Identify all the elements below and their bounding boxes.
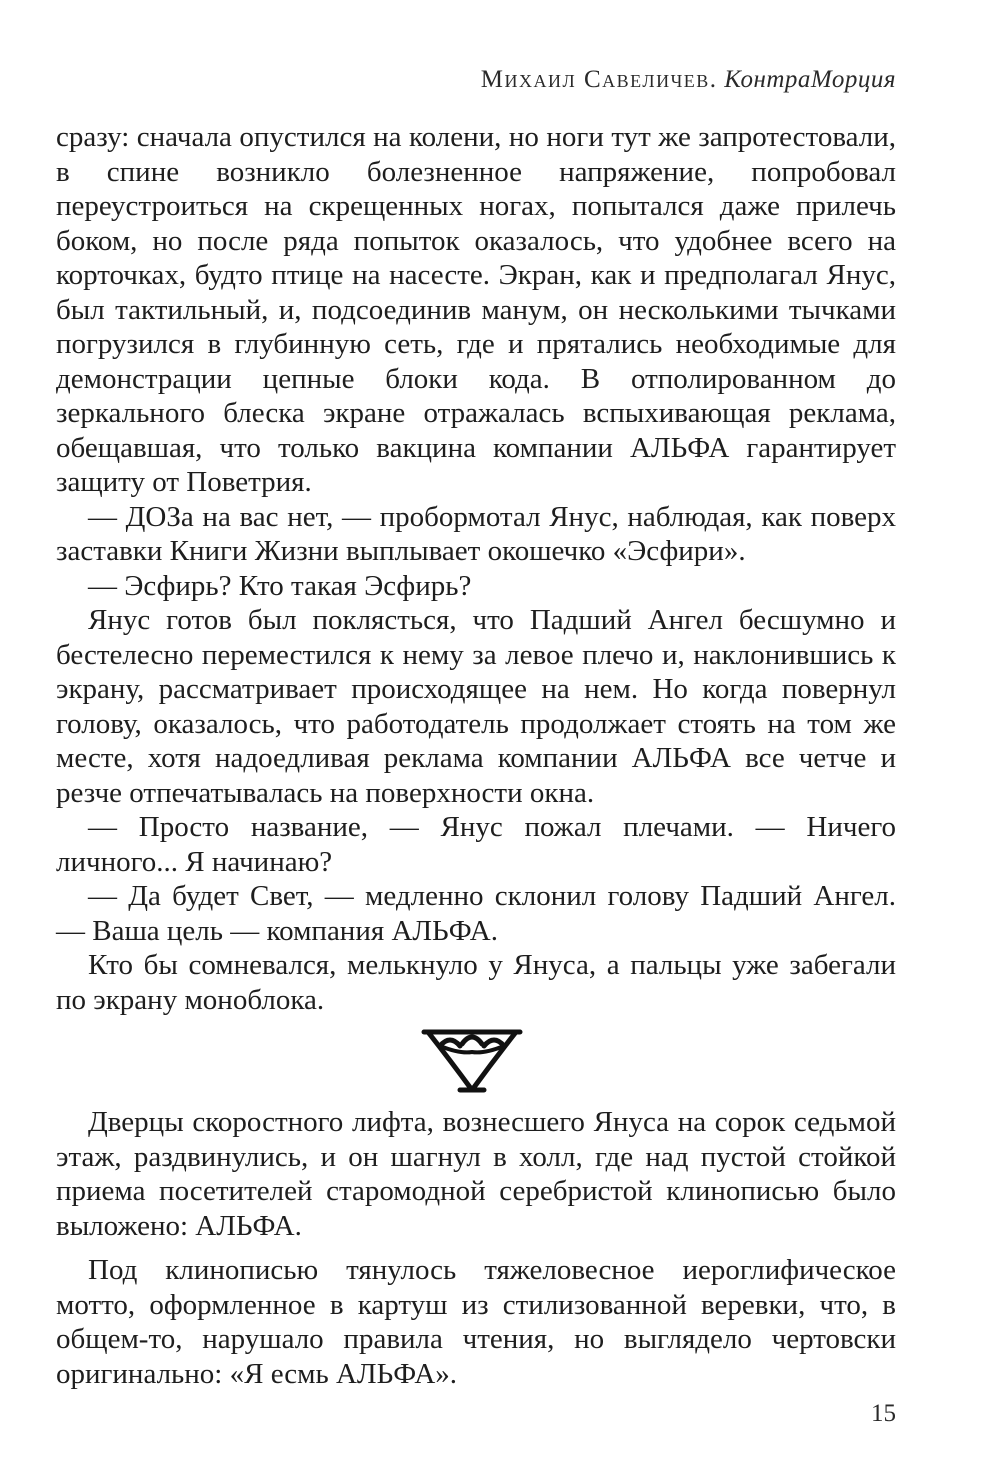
running-header <box>481 66 896 94</box>
header-author: Михаил Савеличев. <box>480 66 718 93</box>
paragraph: Кто бы сомневался, мелькнуло у Януса, а пальцы уже забегали по экрану моноблока. <box>56 949 896 1016</box>
paragraph: — Эсфирь? Кто такая Эсфирь? <box>88 569 472 602</box>
paragraph: — ДОЗа на вас нет, — пробормотал Янус, наблюдая, как поверх заставки Книги Жизни выплывает окошечко «Эсфири». <box>56 500 896 567</box>
text-block-top <box>56 120 896 1017</box>
paragraph: Дверцы скоростного лифта, вознесшего Януса на сорок седьмой этаж, раздвинулись, и он шагнул в холл, где над пустой стойкой приема посетителей старомодной серебристой клинописью было выложено: АЛЬФА. <box>56 1106 896 1242</box>
paragraph: — Да будет Свет, — медленно склонил голову Падший Ангел. — Ваша цель — компания АЛЬФА. <box>56 880 896 947</box>
paragraph: — Просто название, — Янус пожал плечами. — Ничего личного... Я начинаю? <box>56 811 896 878</box>
page-number: 15 <box>871 1400 896 1427</box>
paragraph: Под клинописью тянулось тяжеловесное иероглифическое мотто, оформленное в картуш из стилизованной веревки, что, в общем-то, нарушало правила чтения, но выглядело чертовски оригинально: «Я есмь АЛЬФА». <box>56 1254 896 1390</box>
paragraph: сразу: сначала опустился на колени, но ноги тут же запротестовали, в спине возникло болезненное напряжение, попробовал переустроиться на скрещенных ногах, попытался даже прилечь боком, но после ряда попыток оказалось, что удобнее всего на корточках, будто птице на насесте. Экран, как и предполагал Янус, был тактильный, и, подсоединив манум, он несколькими тычками погрузился в глубинную сеть, где и прятались необходимые для демонстрации цепные блоки кода. В отполированном до зеркального блеска экране отражалась вспыхивающая реклама, обещавшая, что только вакцина компании АЛЬФА гарантирует защиту от Поветрия. <box>56 121 896 498</box>
header-title: КонтраМорция <box>724 66 896 93</box>
paragraph: Янус готов был поклясться, что Падший Ангел бесшумно и бестелесно переместился к нему за левое плечо и, наклонившись к экрану, рассматривает происходящее на нем. Но когда повернул голову, оказалось, что работодатель продолжает стоять на том же месте, хотя надоедливая реклама компании АЛЬФА все четче и резче отпечатывалась на поверхности окна. <box>56 604 896 809</box>
section-break-ornament-icon <box>420 1024 524 1096</box>
text-block-bottom <box>56 1105 896 1391</box>
